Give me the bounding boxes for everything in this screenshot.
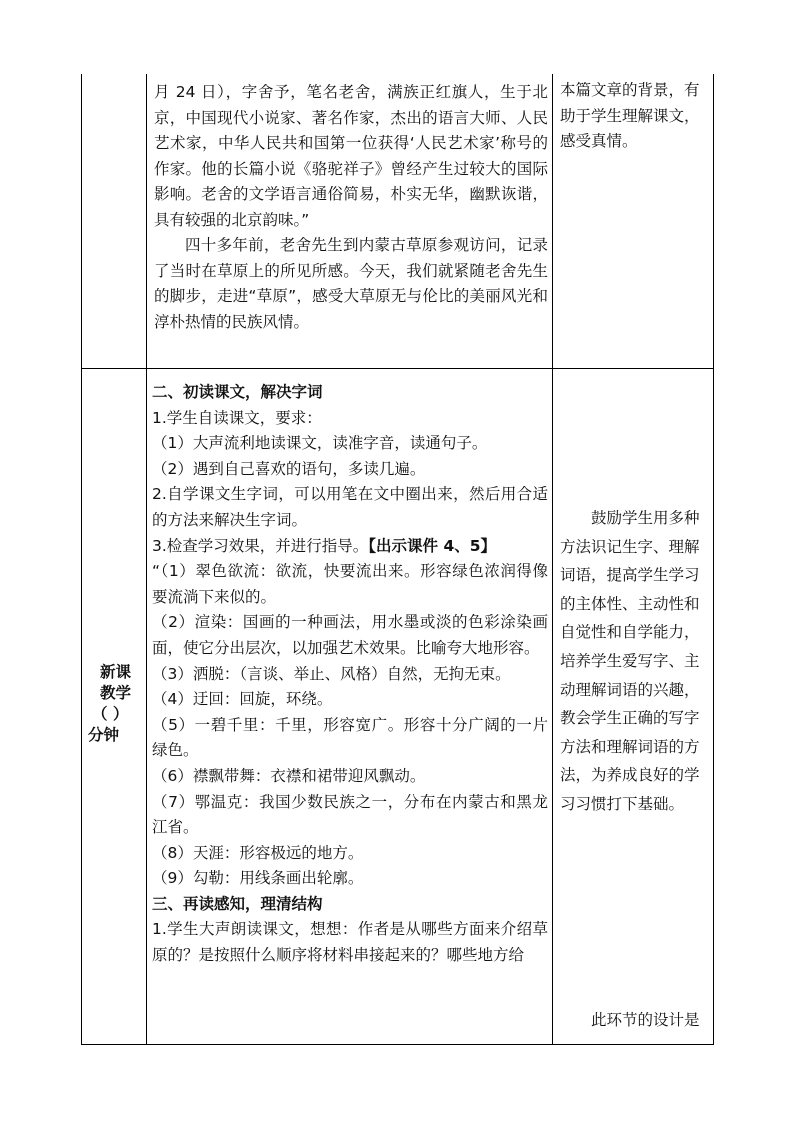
section-label-line4: 分钟 xyxy=(88,726,120,744)
word-item-2: （2）渲染：国画的一种画法，用水墨或淡的色彩涂染画面，使它分出层次，以加强艺术效果。比喻夸大地形容。 xyxy=(152,613,548,657)
step-check xyxy=(152,534,548,560)
step-self-reading: 1.学生自读课文，要求： xyxy=(152,408,322,427)
lesson-content xyxy=(152,380,548,969)
word-item-9: （9）勾勒：用线条画出轮廓。 xyxy=(152,869,364,888)
structure-design-note: 此环节的设计是 xyxy=(591,1011,700,1029)
heading-second-reading: 三、再读感知，理清结构 xyxy=(152,894,323,913)
intro-design-note: 本篇文章的背景，有助于学生理解课文，感受真情。 xyxy=(560,81,700,150)
column-divider-1 xyxy=(146,74,147,1044)
vocab-design-note: 鼓励学生用多种方法识记生字、理解词语，提高学生学习的主体性、主动性和自觉性和自学能力，培养学生爱写字、主动理解词语的兴趣，教会学生正确的写字方法和理解词语的方法，为养成良好的学习习惯打下基础。 xyxy=(560,509,700,813)
courseware-tag: 【出示课件 4、5】 xyxy=(368,536,497,555)
requirement-2: （2）遇到自己喜欢的语句，多读几遍。 xyxy=(152,459,426,478)
intro-paragraph: 四十多年前，老舍先生到内蒙古草原参观访问，记录了当时在草原上的所见所感。今天，我们就紧随老舍先生的脚步，走进“草原”，感受大草原无与伦比的美丽风光和淳朴热情的民族风情。 xyxy=(154,236,548,331)
duration-placeholder: （ ） xyxy=(92,705,129,723)
word-item-1: “（1）翠色欲流：欲流，快要流出来。形容绿色浓润得像要流淌下来似的。 xyxy=(152,562,548,606)
word-item-8: （8）天涯：形容极远的地方。 xyxy=(152,843,364,862)
step-reread: 1.学生大声朗读课文，想想：作者是从哪些方面来介绍草原的？是按照什么顺序将材料串接起来的？哪些地方给 xyxy=(152,920,548,965)
word-item-6: （6）襟飘带舞：衣襟和裙带迎风飘动。 xyxy=(152,766,426,785)
heading-first-reading: 二、初读课文，解决字词 xyxy=(152,383,323,401)
row-divider xyxy=(82,368,713,369)
section-label-line2: 教学 xyxy=(100,684,132,702)
author-bio-text: 月 24 日），字舍予，笔名老舍，满族正红旗人，生于北京，中国现代小说家、著名作家，杰出的语言大师、人民艺术家，中华人民共和国第一位获得‘人民艺术家’称号的作家。他的长篇小说《骆驼祥子》曾经产生过较大的国际影响。老舍的文学语言通俗简易，朴实无华，幽默诙谐，具有较强的北京韵味。” xyxy=(154,83,548,229)
step-check-text: 3.检查学习效果，并进行指导。 xyxy=(152,536,369,555)
requirement-1: （1）大声流利地读课文，读准字音，读通句子。 xyxy=(152,434,488,453)
lesson-plan-table xyxy=(81,74,714,1045)
section-label xyxy=(82,662,146,746)
step-new-words: 2.自学课文生字词，可以用笔在文中圈出来，然后用合适的方法来解决生字词。 xyxy=(152,485,548,529)
word-item-7: （7）鄂温克：我国少数民族之一，分布在内蒙古和黑龙江省。 xyxy=(152,792,548,837)
word-item-4: （4）迂回：回旋，环绕。 xyxy=(152,690,333,709)
word-item-5: （5）一碧千里：千里，形容宽广。形容十分广阔的一片绿色。 xyxy=(152,715,548,760)
intro-content xyxy=(154,80,548,335)
word-item-3: （3）洒脱：（言谈、举止、风格）自然，无拘无束。 xyxy=(152,664,511,683)
column-divider-2 xyxy=(552,74,553,1044)
section-label-line1: 新课 xyxy=(100,663,132,681)
